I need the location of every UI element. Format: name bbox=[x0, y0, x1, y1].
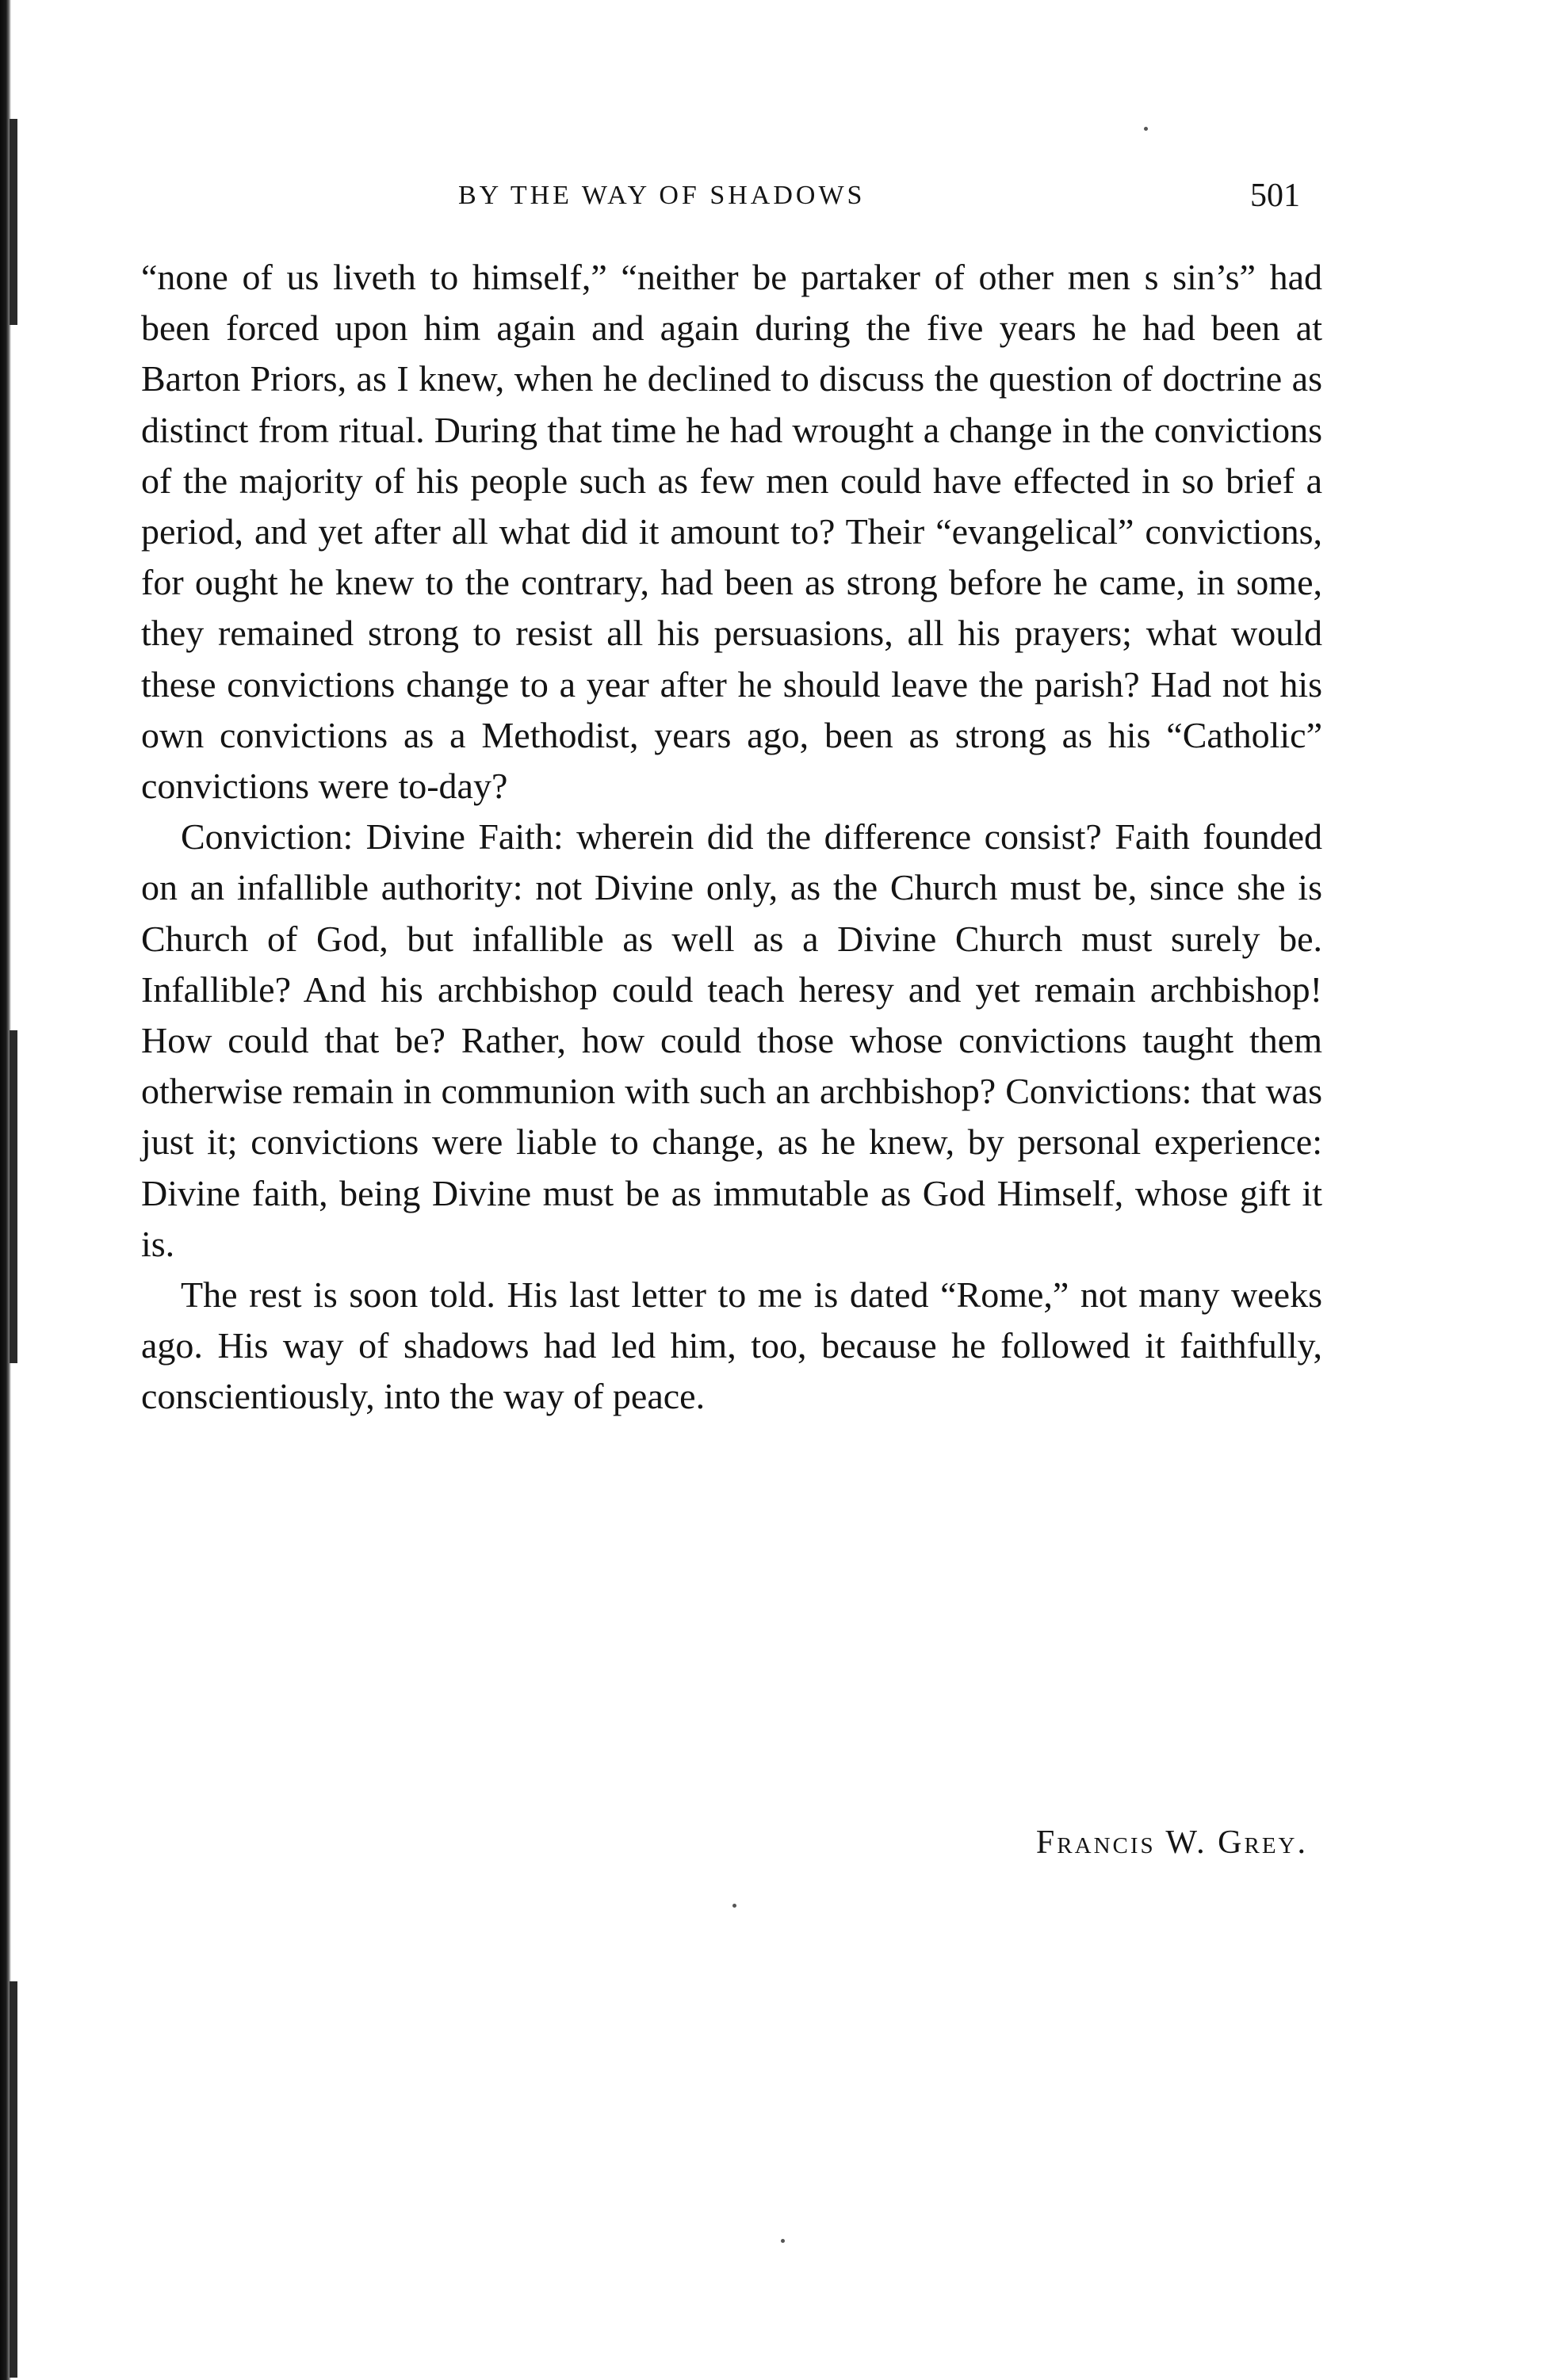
book-page bbox=[141, 0, 1322, 2380]
binding-shadow bbox=[10, 1030, 17, 1363]
body-text bbox=[141, 252, 1322, 1423]
paragraph: The rest is soon told. His last letter to me is dated “Rome,” not many weeks ago. His way of shadows had led him, too, because he followed it faithfully, conscientiously, into the way of peace. bbox=[141, 1274, 1322, 1417]
binding-shadow bbox=[10, 119, 17, 325]
running-title: BY THE WAY OF SHADOWS bbox=[458, 181, 866, 210]
paragraph: “none of us liveth to himself,” “neither be partaker of other men s sin’s” had been forced upon him again and again during the five years he had been at Barton Priors, as I knew, when he declined to discuss the question of doctrine as distinct from ritual. During that time he had wrought a change in the convictions of the majority of his people such as few men could have effected in so brief a period, and yet after all what did it amount to? Their “evangelical” convictions, for ought he knew to the contrary, had been as strong before he came, in some, they remained strong to resist all his persuasions, all his prayers; what would these convictions change to a year after he should leave the parish? Had not his own convictions as a Methodist, years ago, been as strong as his “Catholic” convictions were to-day? bbox=[141, 257, 1322, 807]
author-signature: Francis W. Grey. bbox=[1035, 1824, 1308, 1861]
paragraph: Conviction: Divine Faith: wherein did the difference consist? Faith founded on an infallible authority: not Divine only, as the Church must be, since she is Church of God, but infallible as well as a Divine Church must surely be. Infallible? And his archbishop could teach heresy and yet remain archbishop! How could that be? Rather, how could those whose convictions taught them otherwise remain in communion with such an archbishop? Convictions: that was just it; convictions were liable to change, as he knew, by personal experience: Divine faith, being Divine must be as immutable as God Himself, whose gift it is. bbox=[141, 816, 1322, 1264]
running-head bbox=[141, 176, 1322, 216]
page-number: 501 bbox=[1250, 178, 1300, 214]
binding-shadow bbox=[10, 1981, 17, 2378]
